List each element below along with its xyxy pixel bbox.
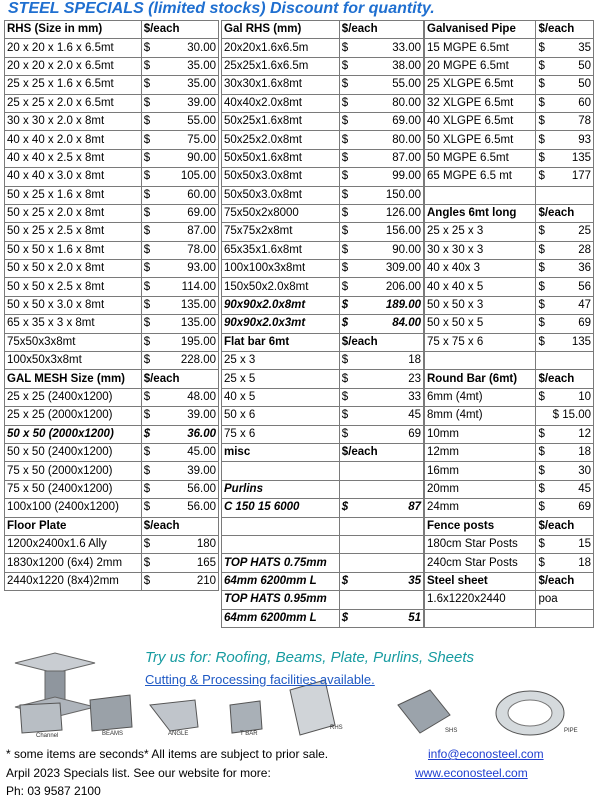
fence-posts-row: 180cm Star Posts $ 15 [425,535,594,553]
t-bar-icon [230,701,262,733]
angles-row: 75 x 75 x 6 $ 135 [425,333,594,351]
angles-row: 50 x 50 x 5 $ 69 [425,315,594,333]
gal-rhs-row: 50x50x3.0x8mt $ 150.00 [222,186,424,204]
rhs-header: RHS (Size in mm) $/each [5,21,219,39]
gal-rhs-row: 50x50x1.6x8mt $ 87.00 [222,149,424,167]
angles-row: 40 x 40 x 5 $ 56 [425,278,594,296]
rhs-row: 20 x 20 x 2.0 x 6.5mt $ 35.00 [5,57,219,75]
gal-rhs-row: 50x50x3.0x8mt $ 99.00 [222,168,424,186]
misc-purlins-label-row: Purlins [222,480,424,498]
pipe-icon [496,691,564,735]
rhs-row: 50 x 25 x 2.0 x 8mt $ 69.00 [5,204,219,222]
misc-tophat1-row: 64mm 6200mm L $ 35 [222,572,424,590]
angles-row: 50 x 50 x 3 $ 47 [425,296,594,314]
floor-plate-header: Floor Plate $/each [5,517,219,535]
spacer-row [425,609,594,627]
website-link[interactable]: www.econosteel.com [415,766,528,780]
gal-rhs-row: 90x90x2.0x8mt $ 189.00 [222,296,424,314]
gal-mesh-row: 75 x 50 (2000x1200) $ 39.00 [5,462,219,480]
gal-mesh-row: 25 x 25 (2400x1200) $ 48.00 [5,388,219,406]
misc-empty-row [222,462,424,480]
rhs-row: 20 x 20 x 1.6 x 6.5mt $ 30.00 [5,39,219,57]
round-bar-row: 6mm (4mt) $ 10 [425,388,594,406]
round-bar-row: 10mm $ 12 [425,425,594,443]
footer-phone: Ph: 03 9587 2100 [6,784,101,798]
rhs-row: 40 x 40 x 2.0 x 8mt $ 75.00 [5,131,219,149]
round-bar-row: 8mm (4mt) $ 15.00 [425,407,594,425]
gal-rhs-header: Gal RHS (mm) $/each [222,21,424,39]
galv-pipe-row: 50 MGPE 6.5mt $ 135 [425,149,594,167]
gal-rhs-row: 25x25x1.6x6.5m $ 38.00 [222,57,424,75]
label-angle: ANGLE [168,731,189,737]
angles-header: Angles 6mt long $/each [425,204,594,222]
rhs-row: 50 x 50 x 1.6 x 8mt $ 78.00 [5,241,219,259]
round-bar-row: 20mm $ 45 [425,480,594,498]
gal-rhs-row: 75x75x2x8mt $ 156.00 [222,223,424,241]
galv-pipe-row: 32 XLGPE 6.5mt $ 60 [425,94,594,112]
gal-rhs-row: 50x25x2.0x8mt $ 80.00 [222,131,424,149]
rhs-row: 50 x 25 x 1.6 x 8mt $ 60.00 [5,186,219,204]
beam-icon [90,695,132,731]
gal-rhs-row: 90x90x2.0x3mt $ 84.00 [222,315,424,333]
round-bar-row: 24mm $ 69 [425,499,594,517]
galv-pipe-header: Galvanised Pipe $/each [425,21,594,39]
misc-tophat2-row: 64mm 6200mm L $ 51 [222,609,424,627]
gal-rhs-row: 100x100x3x8mt $ 309.00 [222,260,424,278]
rhs-row: 75x50x3x8mt $ 195.00 [5,333,219,351]
gal-rhs-row: 50x25x1.6x8mt $ 69.00 [222,112,424,130]
flat-bar-header: Flat bar 6mt $/each [222,333,424,351]
promo-try-us: Try us for: Roofing, Beams, Plate, Purlins, Sheets [145,649,475,666]
galv-pipe-row: 25 XLGPE 6.5mt $ 50 [425,76,594,94]
fence-posts-row: 240cm Star Posts $ 18 [425,554,594,572]
page-title: STEEL SPECIALS (limited stocks) Discount for quantity. [8,0,435,17]
rhs-row: 40 x 40 x 3.0 x 8mt $ 105.00 [5,168,219,186]
rhs-row: 65 x 35 x 3 x 8mt $ 135.00 [5,315,219,333]
rhs-row: 40 x 40 x 2.5 x 8mt $ 90.00 [5,149,219,167]
spacer-row [425,352,594,370]
misc-empty-row [222,517,424,535]
label-beams: BEAMS [102,731,124,737]
gal-mesh-row: 50 x 50 (2000x1200) $ 36.00 [5,425,219,443]
angles-row: 40 x 40x 3 $ 36 [425,260,594,278]
flat-bar-row: 50 x 6 $ 45 [222,407,424,425]
floor-plate-row: 1200x2400x1.6 Ally $ 180 [5,535,219,553]
channel-icon [20,703,62,733]
gal-mesh-row: 50 x 50 (2400x1200) $ 45.00 [5,443,219,461]
galv-pipe-table [424,20,594,628]
gal-mesh-row: 100x100 (2400x1200) $ 56.00 [5,499,219,517]
gal-rhs-row: 20x20x1.6x6.5m $ 33.00 [222,39,424,57]
rhs-icon [290,680,335,735]
gal-mesh-header: GAL MESH Size (mm) $/each [5,370,219,388]
gal-rhs-row: 65x35x1.6x8mt $ 90.00 [222,241,424,259]
steel-sheet-header: Steel sheet $/each [425,572,594,590]
angles-row: 30 x 30 x 3 $ 28 [425,241,594,259]
gal-rhs-row: 40x40x2.0x8mt $ 80.00 [222,94,424,112]
misc-tophat1-label-row: TOP HATS 0.75mm [222,554,424,572]
galv-pipe-row: 20 MGPE 6.5mt $ 50 [425,57,594,75]
column-right [424,20,594,628]
galv-pipe-row: 65 MGPE 6.5 mt $ 177 [425,168,594,186]
round-bar-header: Round Bar (6mt) $/each [425,370,594,388]
email-link[interactable]: info@econosteel.com [428,747,544,761]
label-pipe: PIPE [564,728,578,734]
rhs-row: 25 x 25 x 1.6 x 6.5mt $ 35.00 [5,76,219,94]
footer-note: * some items are seconds* All items are subject to prior sale. [6,747,329,761]
flat-bar-row: 75 x 6 $ 69 [222,425,424,443]
rhs-row: 50 x 50 x 3.0 x 8mt $ 135.00 [5,296,219,314]
galv-pipe-row: 40 XLGPE 6.5mt $ 78 [425,112,594,130]
angles-row: 25 x 25 x 3 $ 25 [425,223,594,241]
floor-plate-row: 2440x1220 (8x4)2mm $ 210 [5,572,219,590]
spacer-row [425,186,594,204]
rhs-row: 50 x 50 x 2.0 x 8mt $ 93.00 [5,260,219,278]
floor-plate-row: 1830x1200 (6x4) 2mm $ 165 [5,554,219,572]
gal-rhs-row: 30x30x1.6x8mt $ 55.00 [222,76,424,94]
angle-icon [150,700,198,731]
column-middle [221,20,424,628]
rhs-row: 50 x 50 x 2.5 x 8mt $ 114.00 [5,278,219,296]
rhs-row: 50 x 25 x 2.5 x 8mt $ 87.00 [5,223,219,241]
gal-mesh-row: 75 x 50 (2400x1200) $ 56.00 [5,480,219,498]
promo-cutting-link[interactable]: Cutting & Processing facilities available. [145,672,375,687]
rhs-table [4,20,219,591]
column-left [4,20,219,591]
flat-bar-row: 40 x 5 $ 33 [222,388,424,406]
footer-specials: Arpil 2023 Specials list. See our website for more: [6,766,271,780]
round-bar-row: 16mm $ 30 [425,462,594,480]
label-shs: SHS [445,728,458,734]
galv-pipe-row: 15 MGPE 6.5mt $ 35 [425,39,594,57]
galv-pipe-row: 50 XLGPE 6.5mt $ 93 [425,131,594,149]
round-bar-row: 12mm $ 18 [425,443,594,461]
label-t-bar: T BAR [240,731,258,737]
fence-posts-header: Fence posts $/each [425,517,594,535]
steel-sheet-row: 1.6x1220x2440 poa [425,591,594,609]
gal-rhs-table [221,20,424,628]
rhs-row: 25 x 25 x 2.0 x 6.5mt $ 39.00 [5,94,219,112]
shs-icon [398,690,450,733]
label-channel: Channel [36,733,59,739]
rhs-row: 100x50x3x8mt $ 228.00 [5,352,219,370]
misc-header: misc $/each [222,443,424,461]
misc-tophat2-label-row: TOP HATS 0.95mm [222,591,424,609]
gal-mesh-row: 25 x 25 (2000x1200) $ 39.00 [5,407,219,425]
misc-purlins-row: C 150 15 6000 $ 87 [222,499,424,517]
flat-bar-row: 25 x 3 $ 18 [222,352,424,370]
rhs-row: 30 x 30 x 2.0 x 8mt $ 55.00 [5,112,219,130]
gal-rhs-row: 150x50x2.0x8mt $ 206.00 [222,278,424,296]
misc-empty-row [222,535,424,553]
gal-rhs-row: 75x50x2x8000 $ 126.00 [222,204,424,222]
label-rhs: RHS [330,725,343,731]
flat-bar-row: 25 x 5 $ 23 [222,370,424,388]
